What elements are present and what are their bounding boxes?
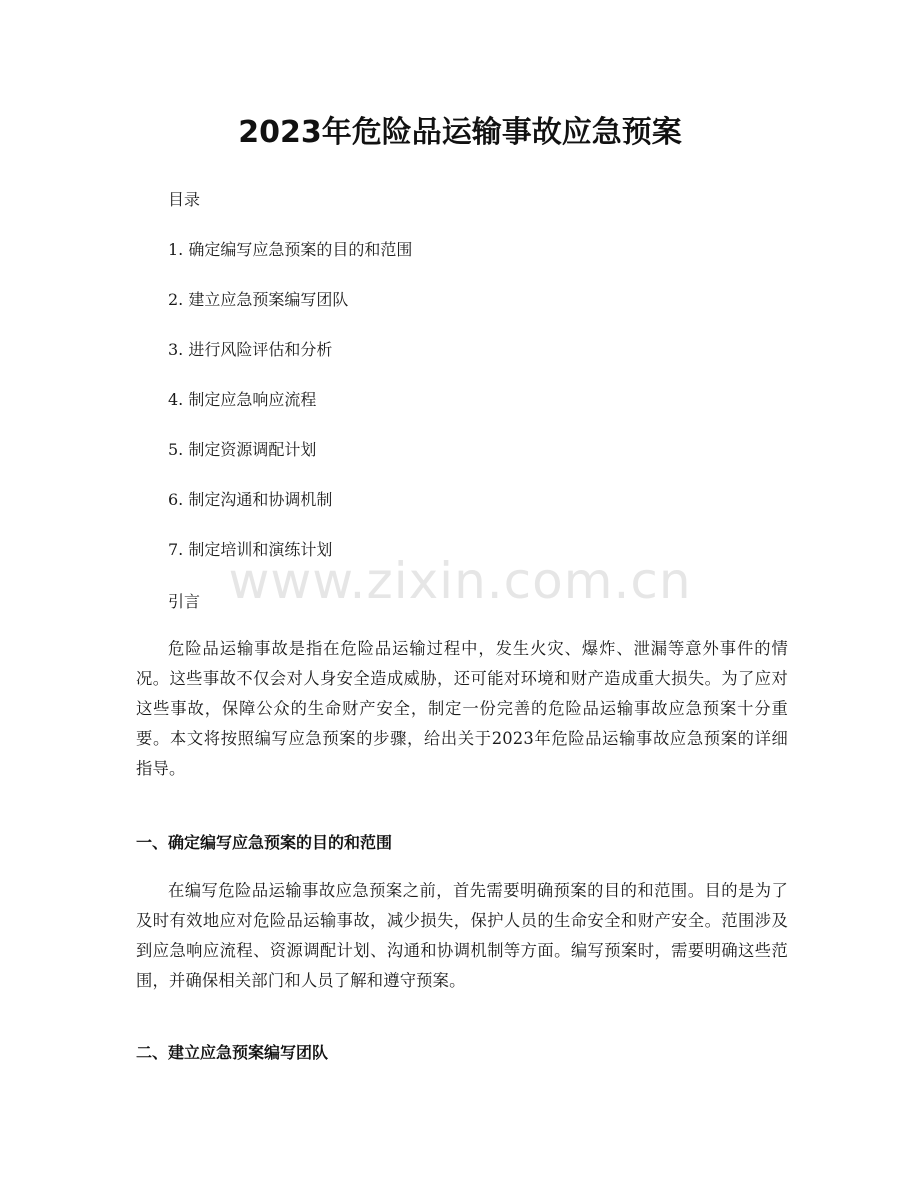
section-paragraph-1: 在编写危险品运输事故应急预案之前，首先需要明确预案的目的和范围。目的是为了及时有效地应对危险品运输事故，减少损失，保护人员的生命安全和财产安全。范围涉及到应急响应流程、资源调配计划、沟通和协调机制等方面。编写预案时，需要明确这些范围，并确保相关部门和人员了解和遵守预案。 — [136, 881, 788, 990]
toc-label: 目录 — [168, 190, 201, 209]
toc-item: 2. 建立应急预案编写团队 — [168, 290, 349, 309]
toc-item: 6. 制定沟通和协调机制 — [168, 490, 333, 509]
document-title: 2023年危险品运输事故应急预案 — [238, 115, 682, 150]
watermark: www.zixin.com.cn — [228, 552, 692, 610]
toc-item: 7. 制定培训和演练计划 — [168, 540, 333, 559]
toc-item: 5. 制定资源调配计划 — [168, 440, 317, 459]
section-heading-1: 一、确定编写应急预案的目的和范围 — [136, 833, 393, 852]
toc-item: 1. 确定编写应急预案的目的和范围 — [168, 240, 413, 259]
intro-paragraph: 危险品运输事故是指在危险品运输过程中，发生火灾、爆炸、泄漏等意外事件的情况。这些事故不仅会对人身安全造成威胁，还可能对环境和财产造成重大损失。为了应对这些事故，保障公众的生命财产安全，制定一份完善的危险品运输事故应急预案十分重要。本文将按照编写应急预案的步骤，给出关于2023年危险品运输事故应急预案的详细指导。 — [136, 639, 788, 778]
toc-item: 4. 制定应急响应流程 — [168, 390, 317, 409]
section-heading-2: 二、建立应急预案编写团队 — [136, 1043, 329, 1062]
intro-label: 引言 — [168, 592, 201, 611]
toc-item: 3. 进行风险评估和分析 — [168, 340, 333, 359]
